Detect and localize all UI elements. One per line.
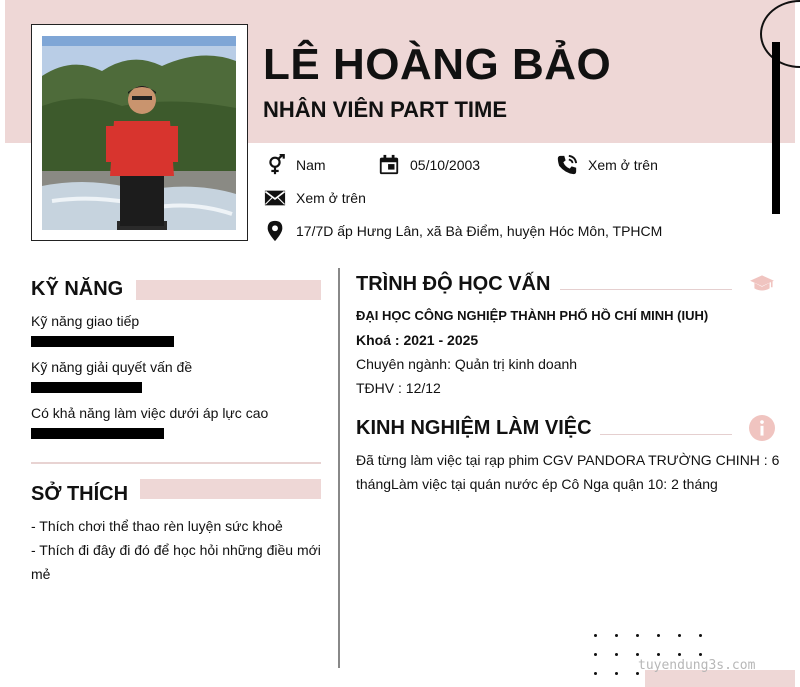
experience-title-line bbox=[600, 434, 732, 435]
experience-line: thángLàm việc tại quán nước ép Cô Nga quận 10: 2 tháng bbox=[356, 476, 718, 492]
address-text: 17/7D ấp Hưng Lân, xã Bà Điểm, huyện Hóc Môn, TPHCM bbox=[296, 223, 663, 239]
info-email bbox=[264, 185, 366, 211]
phone-text: Xem ở trên bbox=[588, 157, 658, 173]
hobby-line: mẻ bbox=[31, 566, 51, 582]
profile-photo bbox=[42, 36, 236, 230]
decorative-dot bbox=[678, 653, 681, 656]
decorative-dot bbox=[678, 634, 681, 637]
watermark: tuyendung3s.com bbox=[638, 658, 756, 673]
decorative-dot bbox=[636, 634, 639, 637]
hobbies-title-bar bbox=[140, 479, 321, 499]
skills-title: KỸ NĂNG bbox=[31, 278, 124, 300]
birthday-text: 05/10/2003 bbox=[410, 157, 481, 173]
skill-label: Kỹ năng giao tiếp bbox=[31, 313, 140, 329]
decorative-dot bbox=[615, 672, 618, 675]
skill-label: Có khả năng làm việc dưới áp lực cao bbox=[31, 405, 269, 421]
decorative-dot bbox=[594, 634, 597, 637]
email-icon bbox=[264, 187, 286, 209]
skill-bar bbox=[31, 382, 142, 393]
calendar-icon bbox=[378, 154, 400, 176]
education-title: TRÌNH ĐỘ HỌC VẤN bbox=[356, 273, 551, 295]
experience-line: Đã từng làm việc tại rạp phim CGV PANDORA TRƯỜNG CHINH : 6 bbox=[356, 452, 780, 468]
hobby-line: - Thích đi đây đi đó để học hỏi những điều mới bbox=[31, 542, 321, 558]
decorative-dot bbox=[615, 653, 618, 656]
info-phone bbox=[556, 152, 658, 178]
decorative-dot bbox=[699, 653, 702, 656]
left-divider bbox=[31, 462, 321, 464]
gender-icon bbox=[264, 154, 286, 176]
graduation-cap-icon bbox=[749, 271, 775, 297]
decorative-dot bbox=[594, 672, 597, 675]
column-divider bbox=[338, 268, 340, 668]
candidate-role: NHÂN VIÊN PART TIME bbox=[263, 97, 508, 122]
skills-title-bar bbox=[136, 280, 321, 300]
education-gpa: TĐHV : 12/12 bbox=[356, 380, 441, 396]
skill-bar bbox=[31, 336, 174, 347]
hobby-line: - Thích chơi thể thao rèn luyện sức khoẻ bbox=[31, 518, 283, 534]
experience-title: KINH NGHIỆM LÀM VIỆC bbox=[356, 417, 592, 439]
info-birthday bbox=[378, 152, 480, 178]
decorative-dot bbox=[699, 634, 702, 637]
education-school: ĐẠI HỌC CÔNG NGHIỆP THÀNH PHỐ HỒ CHÍ MINH (IUH) bbox=[356, 308, 709, 323]
decorative-dot bbox=[657, 634, 660, 637]
education-course: Khoá : 2021 - 2025 bbox=[356, 332, 479, 348]
skill-label: Kỹ năng giải quyết vấn đề bbox=[31, 359, 193, 375]
decorative-dot bbox=[615, 634, 618, 637]
decorative-dot bbox=[636, 653, 639, 656]
email-text: Xem ở trên bbox=[296, 190, 366, 206]
phone-icon bbox=[556, 154, 578, 176]
hobbies-title: SỞ THÍCH bbox=[31, 483, 129, 505]
info-icon bbox=[749, 415, 775, 441]
education-major: Chuyên ngành: Quản trị kinh doanh bbox=[356, 356, 578, 372]
decorative-dot bbox=[657, 653, 660, 656]
candidate-name: LÊ HOÀNG BẢO bbox=[263, 40, 612, 89]
location-icon bbox=[264, 220, 286, 242]
decorative-vertical-bar bbox=[772, 42, 780, 214]
gender-text: Nam bbox=[296, 157, 326, 173]
decorative-dot bbox=[594, 653, 597, 656]
education-title-line bbox=[560, 289, 732, 290]
info-address bbox=[264, 218, 662, 244]
info-gender bbox=[264, 152, 326, 178]
skill-bar bbox=[31, 428, 164, 439]
